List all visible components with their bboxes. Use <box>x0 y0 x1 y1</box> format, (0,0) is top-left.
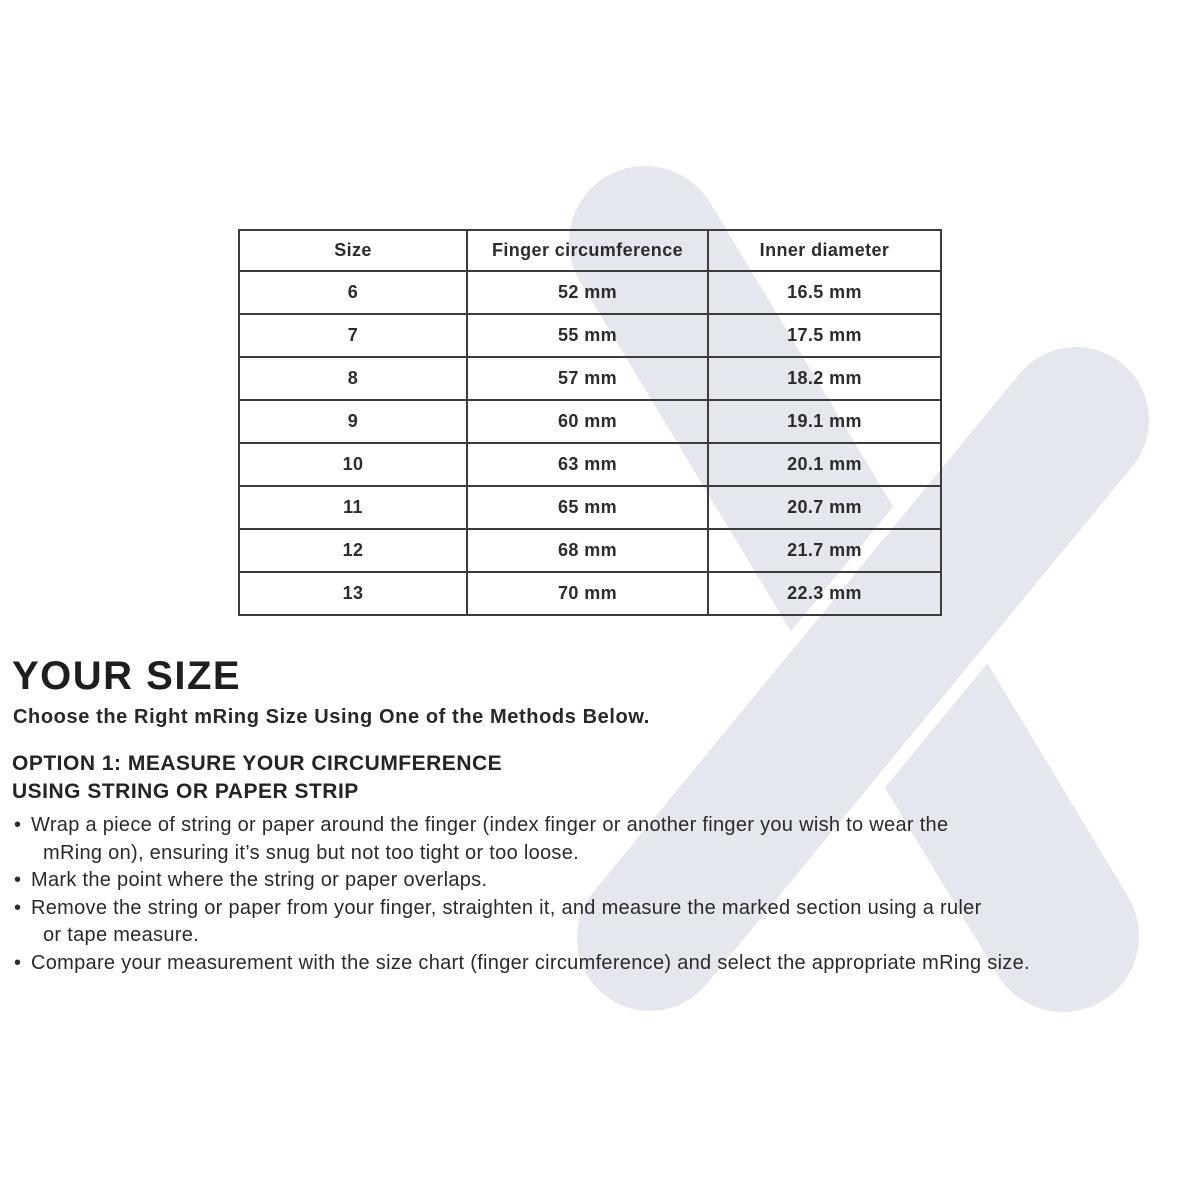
bullet-glyph: • <box>14 869 22 891</box>
table-cell: 52 mm <box>467 271 708 314</box>
table-cell: 68 mm <box>467 529 708 572</box>
table-cell: 19.1 mm <box>708 400 941 443</box>
table-cell: 10 <box>239 443 467 486</box>
table-row <box>239 357 941 400</box>
table-header-row <box>239 230 941 271</box>
bullet-text: Mark the point where the string or paper overlaps. <box>31 869 488 891</box>
table-cell: 11 <box>239 486 467 529</box>
table-cell: 9 <box>239 400 467 443</box>
column-header-finger-circumference: Finger circumference <box>467 230 708 271</box>
bullet-text: Compare your measurement with the size chart (finger circumference) and select the appropriate mRing size. <box>31 951 1030 974</box>
table-cell: 20.1 mm <box>708 443 941 486</box>
bullet-glyph: • <box>14 896 22 919</box>
table-row <box>239 443 941 486</box>
bullet-item <box>12 950 1197 978</box>
table-cell: 65 mm <box>467 486 708 529</box>
table-cell: 7 <box>239 314 467 357</box>
ring-size-table <box>238 229 942 616</box>
table-row <box>239 314 941 357</box>
page-title: YOUR SIZE <box>12 654 242 698</box>
table-cell: 13 <box>239 572 467 615</box>
table-cell: 60 mm <box>467 400 708 443</box>
page-subtitle: Choose the Right mRing Size Using One of the Methods Below. <box>13 706 650 728</box>
table-cell: 18.2 mm <box>708 357 941 400</box>
table-row <box>239 486 941 529</box>
table-cell: 8 <box>239 357 467 400</box>
column-header-inner-diameter: Inner diameter <box>708 230 941 271</box>
table-cell: 20.7 mm <box>708 486 941 529</box>
bullet-text-continued: or tape measure. <box>43 924 199 946</box>
table-cell: 21.7 mm <box>708 529 941 572</box>
bullet-glyph: • <box>14 951 22 974</box>
instruction-bullet-list <box>12 812 1197 977</box>
option1-heading-line2: USING STRING OR PAPER STRIP <box>12 780 359 803</box>
table-cell: 16.5 mm <box>708 271 941 314</box>
option1-heading-line1: OPTION 1: MEASURE YOUR CIRCUMFERENCE <box>12 752 503 775</box>
table-cell: 57 mm <box>467 357 708 400</box>
table-row <box>239 400 941 443</box>
table-cell: 55 mm <box>467 314 708 357</box>
table-cell: 63 mm <box>467 443 708 486</box>
table-row <box>239 271 941 314</box>
table-cell: 22.3 mm <box>708 572 941 615</box>
table-cell: 12 <box>239 529 467 572</box>
table-cell: 6 <box>239 271 467 314</box>
table-cell: 70 mm <box>467 572 708 615</box>
bullet-text: Remove the string or paper from your finger, straighten it, and measure the marked section using a ruler <box>31 896 982 919</box>
column-header-size: Size <box>239 230 467 271</box>
table-cell: 17.5 mm <box>708 314 941 357</box>
table-row <box>239 529 941 572</box>
bullet-item <box>12 812 1197 867</box>
option1-heading <box>12 750 502 806</box>
bullet-item <box>12 867 1197 895</box>
bullet-text-continued: mRing on), ensuring it’s snug but not too tight or too loose. <box>43 841 580 864</box>
bullet-item <box>12 895 1197 950</box>
bullet-text: Wrap a piece of string or paper around the finger (index finger or another finger you wish to wear the <box>31 814 949 836</box>
bullet-glyph: • <box>14 814 22 836</box>
table-row <box>239 572 941 615</box>
